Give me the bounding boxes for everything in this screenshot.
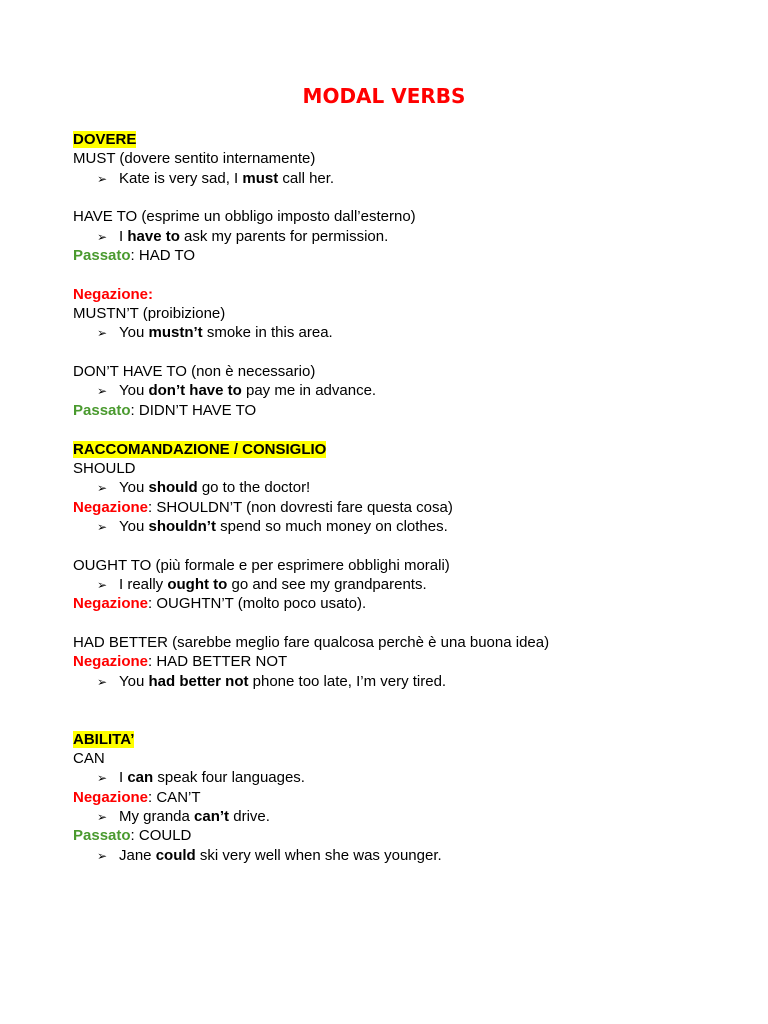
passato-had-to: Passato: HAD TO (73, 247, 196, 265)
modal-had-better: HAD BETTER (sarebbe meglio fare qualcosa perchè è una buona idea) (73, 633, 550, 651)
arrow-bullet-icon: ➢ (97, 674, 108, 689)
negazione-cant: Negazione: CAN’T (73, 788, 201, 806)
negazione-had-better-not: Negazione: HAD BETTER NOT (73, 653, 288, 671)
example-had-better-not: ➢ You had better not phone too late, I’m very tired. (73, 672, 713, 691)
example-shouldnt: ➢ You shouldn’t spend so much money on clothes. (73, 517, 713, 536)
section-heading-dovere: DOVERE (73, 131, 137, 148)
example-have-to: ➢ I have to ask my parents for permission. (73, 227, 713, 246)
negazione-shouldnt: Negazione: SHOULDN’T (non dovresti fare questa cosa) (73, 498, 453, 516)
modal-must: MUST (dovere sentito internamente) (73, 150, 316, 168)
arrow-bullet-icon: ➢ (97, 810, 108, 825)
arrow-bullet-icon: ➢ (97, 171, 108, 186)
content (73, 130, 713, 865)
arrow-bullet-icon: ➢ (97, 384, 108, 399)
arrow-bullet-icon: ➢ (97, 577, 108, 592)
example-must: ➢ Kate is very sad, I must call her. (73, 169, 713, 188)
example-cant: ➢ My granda can’t drive. (73, 807, 713, 826)
passato-didnt-have-to: Passato: DIDN’T HAVE TO (73, 401, 257, 419)
page-title: MODAL VERBS (302, 84, 466, 108)
example-ought-to: ➢ I really ought to go and see my grandparents. (73, 575, 713, 594)
modal-ought-to: OUGHT TO (più formale e per esprimere obblighi morali) (73, 556, 450, 574)
negazione-heading: Negazione: (73, 285, 154, 303)
section-heading-abilita: ABILITA’ (73, 730, 135, 748)
example-mustnt: ➢ You mustn’t smoke in this area. (73, 323, 713, 342)
example-dont-have-to: ➢ You don’t have to pay me in advance. (73, 381, 713, 400)
example-can: ➢ I can speak four languages. (73, 768, 713, 787)
passato-could: Passato: COULD (73, 827, 192, 845)
section-heading-consiglio: RACCOMANDAZIONE / CONSIGLIO (73, 440, 327, 458)
modal-mustnt: MUSTN’T (proibizione) (73, 305, 226, 323)
example-could: ➢ Jane could ski very well when she was younger. (73, 846, 713, 865)
arrow-bullet-icon: ➢ (97, 519, 108, 534)
arrow-bullet-icon: ➢ (97, 848, 108, 863)
modal-have-to: HAVE TO (esprime un obbligo imposto dall’esterno) (73, 208, 416, 226)
arrow-bullet-icon: ➢ (97, 326, 108, 341)
modal-can: CAN (73, 750, 105, 767)
arrow-bullet-icon: ➢ (97, 771, 108, 786)
negazione-oughtnt: Negazione: OUGHTN’T (molto poco usato). (73, 595, 367, 613)
arrow-bullet-icon: ➢ (97, 229, 108, 244)
modal-dont-have-to: DON’T HAVE TO (non è necessario) (73, 363, 316, 381)
example-should: ➢ You should go to the doctor! (73, 478, 713, 497)
arrow-bullet-icon: ➢ (97, 481, 108, 496)
modal-should: SHOULD (73, 459, 136, 477)
